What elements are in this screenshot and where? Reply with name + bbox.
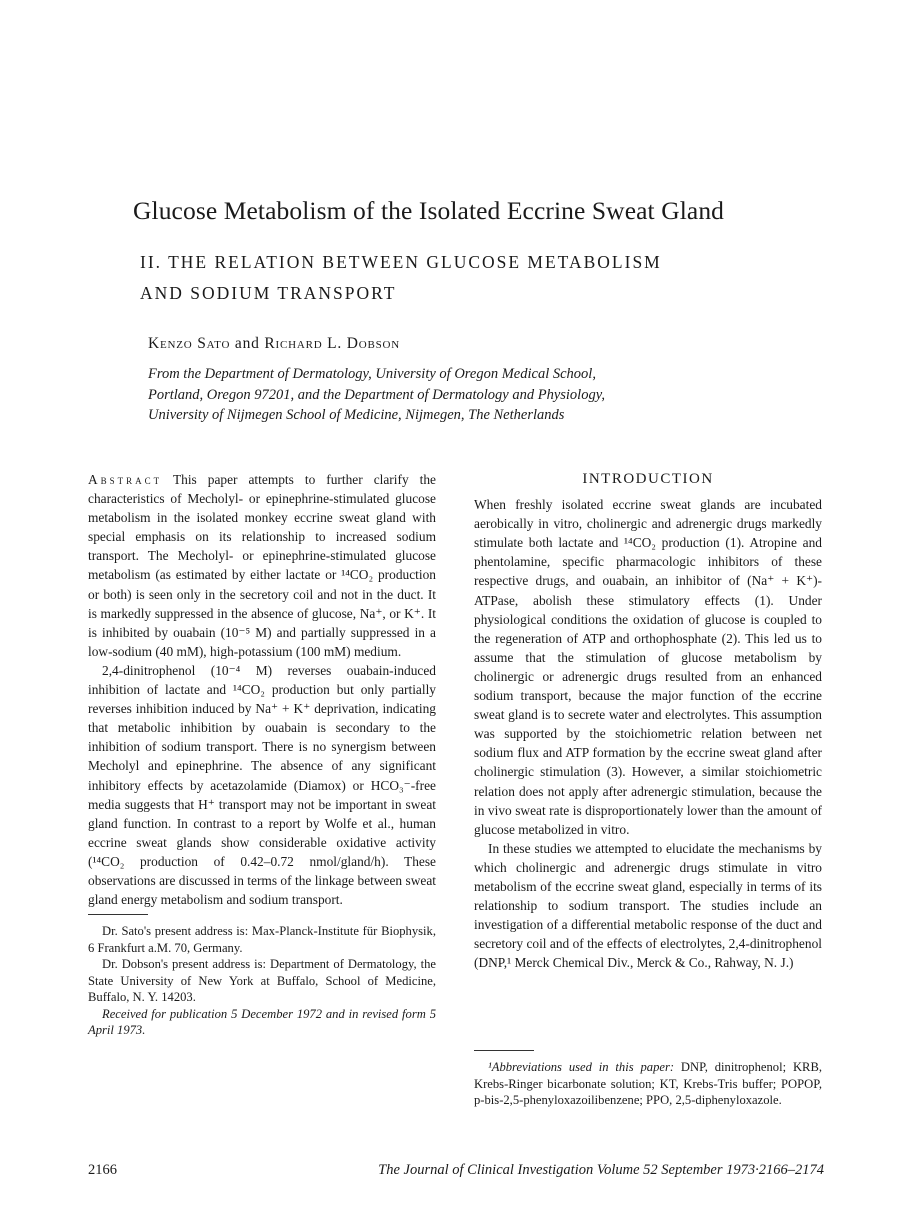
affiliation xyxy=(148,364,708,426)
affiliation-line: University of Nijmegen School of Medicine, Nijmegen, The Netherlands xyxy=(148,407,565,423)
footnote-divider xyxy=(474,1050,534,1051)
author-sato: Kenzo Sato xyxy=(148,335,231,352)
abstract-text-1: This paper attempts to further clarify the characteristics of Mecholyl- or epinephrine-stimulated glucose metabolism in the isolated monkey eccrine sweat gland with special emphasis on its relationship to increased sodium transport. The Mecholyl- or epinephrine-stimulated glucose metabolism (as estimated by either lactate or ¹⁴CO₂ production or both) is seen only in the secretory coil and not in the duct. It is markedly suppressed in the absence of glucose, Na⁺, or K⁺. It is inhibited by ouabain (10⁻⁵ M) and partially suppressed in a low-sodium (40 mM), high-potassium (100 mM) medium. xyxy=(88,472,436,659)
abbreviations-footnote xyxy=(474,1050,822,1109)
abbreviations-list: DNP, dinitrophenol; KRB, Krebs-Ringer bicarbonate solution; KT, Krebs-Tris buffer; POPOP, p-bis-2,5-phenyloxazoilibenzene; PPO, 2,5-diphenyloxazole. xyxy=(474,1060,822,1107)
author-joiner: and xyxy=(230,335,265,352)
right-column xyxy=(474,470,822,972)
footnote-divider xyxy=(88,914,148,915)
introduction-paragraph-1: When freshly isolated eccrine sweat glands are incubated aerobically in vitro, cholinergic and adrenergic drugs markedly stimulate both lactate and ¹⁴CO₂ production (1). Atropine and phentolamine, specific pharmacologic inhibitors of these respective drugs, and ouabain, an inhibitor of (Na⁺ + K⁺)-ATPase, abolish these stimulatory effects (1). Under physiological conditions the oxidation of glucose is coupled to the regeneration of ATP and orthophosphate (2). This led us to assume that the stimulation of glucose metabolism by cholinergic or adrenergic drugs resulted from an enhanced sodium transport, because the major function of the eccrine sweat gland is to secrete water and electrolytes. This assumption was supported by the stoichiometric relation between net sodium flux and ATP formation by the eccrine sweat gland after cholinergic stimulation (3). However, a similar stoichiometric relation does not apply after adrenergic stimulation, because the in vivo sweat rate is disproportionately lower than the amount of glucose metabolized in vitro. xyxy=(474,497,822,837)
article-subtitle-line-1: II. THE RELATION BETWEEN GLUCOSE METABOLISM xyxy=(140,252,662,272)
journal-citation: The Journal of Clinical Investigation Volume 52 September 1973·2166–2174 xyxy=(378,1162,824,1178)
affiliation-line: Portland, Oregon 97201, and the Department of Dermatology and Physiology, xyxy=(148,386,605,403)
footnote-dobson: Dr. Dobson's present address is: Department of Dermatology, the State University of New York at Buffalo, School of Medicine, Buffalo, N. Y. 14203. xyxy=(88,957,436,1005)
page-number: 2166 xyxy=(88,1162,117,1178)
introduction-paragraph-2: In these studies we attempted to elucidate the mechanisms by which cholinergic and adrenergic drugs stimulate in vitro metabolism of the eccrine sweat gland, especially in terms of its relationship to sodium transport. The studies include an investigation of a differential metabolic response of the duct and secretory coil and of the effects of electrolytes, 2,4-dinitrophenol (DNP,¹ Merck Chemical Div., Merck & Co., Rahway, N. J.) xyxy=(474,840,822,971)
abbreviations-lead: ¹Abbreviations used in this paper: xyxy=(488,1060,675,1074)
affiliation-line: From the Department of Dermatology, University of Oregon Medical School, xyxy=(148,366,596,382)
article-subtitle-line-2: AND SODIUM TRANSPORT xyxy=(140,283,397,303)
abstract-paragraph-1 xyxy=(88,470,436,661)
author-list xyxy=(148,335,400,353)
received-date: Received for publication 5 December 1972 and in revised form 5 April 1973. xyxy=(88,1006,436,1038)
introduction-heading: INTRODUCTION xyxy=(582,471,714,487)
abstract-paragraph-2: 2,4-dinitrophenol (10⁻⁴ M) reverses ouabain-induced inhibition of lactate and ¹⁴CO₂ production but only partially reverses inhibition induced by Na⁺ + K⁺ deprivation, indicating that metabolic inhibition by ouabain is secondary to the inhibition of sodium transport. There is no synergism between Mecholyl and epinephrine. The absence of any significant inhibitory effects by acetazolamide (Diamox) or HCO₃⁻-free media suggests that H⁺ transport may not be important in sweat gland function. In contrast to a report by Wolfe et al., human eccrine sweat glands show considerable oxidative activity (¹⁴CO₂ production of 0.42–0.72 nmol/gland/h). These observations are discussed in terms of the linkage between sweat gland energy metabolism and sodium transport. xyxy=(88,662,436,908)
author-dobson: Richard L. Dobson xyxy=(264,335,401,352)
article-title: Glucose Metabolism of the Isolated Eccrine Sweat Gland xyxy=(133,196,725,225)
footnote-sato: Dr. Sato's present address is: Max-Planck-Institute für Biophysik, 6 Frankfurt a.M. 70, Germany. xyxy=(88,924,436,955)
author-footnotes xyxy=(88,923,436,1039)
abbreviations-text xyxy=(474,1059,822,1109)
left-column xyxy=(88,470,436,1039)
abstract-label: Abstract xyxy=(88,472,163,487)
